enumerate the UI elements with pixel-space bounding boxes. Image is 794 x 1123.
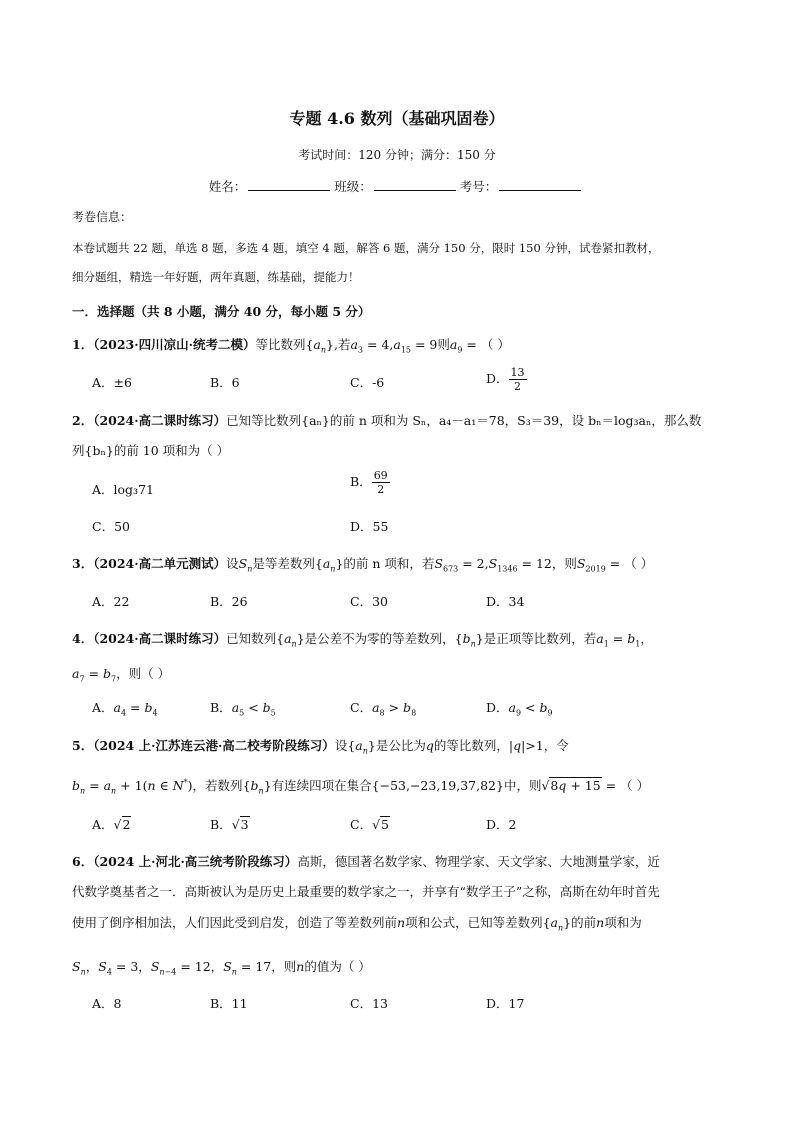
name-field[interactable]	[248, 178, 330, 191]
number-field[interactable]	[499, 178, 581, 191]
question-text: 设	[334, 738, 348, 753]
question-text: 是正项等比数列，若	[483, 631, 597, 646]
q2-option-d[interactable]: D．55	[350, 519, 389, 534]
question-text: 则	[437, 337, 450, 352]
student-info-line	[0, 177, 794, 195]
question-2-line-2: 列{bₙ}的前 10 项和为（ ）	[72, 443, 230, 458]
question-text: （ ）	[620, 778, 650, 793]
question-text: 等比数列	[255, 337, 306, 352]
question-text: 使用了倒序相加法，人们因此受到启发，创造了等差数列前	[72, 915, 398, 930]
section-heading: 一．选择题（共 8 小题，满分 40 分，每小题 5 分）	[72, 304, 371, 319]
question-5-line-2: $b_n = a_n + 1(n$ ∈ N*)，若数列$\{b_n\}$有连续四项在集合{−53,−23,19,37,82}中，则√8q + 15 = （ ）	[72, 777, 650, 796]
option-label: B．	[210, 700, 232, 715]
question-text: 已知数列	[226, 631, 277, 646]
q1-option-c[interactable]: C．-6	[350, 375, 385, 390]
fraction-denominator: 2	[514, 380, 522, 393]
question-text: 项和公式，已知等差数列	[405, 915, 543, 930]
question-text: ，则	[271, 959, 297, 974]
question-text: 已知等比数列{aₙ}的前 n 项和为 Sₙ，a₄－a₁＝78，S₃＝39，设 bₙ＝log₃aₙ，那么数	[226, 413, 702, 428]
question-source: （2024 上·河北·高三统考阶段练习）	[93, 854, 298, 869]
class-label: 班级：	[334, 179, 372, 194]
option-label: C．	[350, 700, 373, 715]
question-1: 1．（2023·四川凉山·统考二模）等比数列$\{a_n\}$,若$a_3 = 4,a_{15} = 9$则$a_9$ = （ ）	[72, 337, 510, 355]
option-label: B．	[210, 817, 232, 832]
question-number: 4．	[72, 631, 94, 646]
question-2	[72, 411, 701, 429]
q3-option-a[interactable]: A．22	[92, 594, 130, 609]
option-label: B．	[350, 474, 372, 489]
question-text: 高斯，德国著名数学家、物理学家、天文学家、大地测量学家，近	[297, 854, 660, 869]
question-text: ，则（ ）	[116, 666, 171, 681]
question-text: 有连续四项在集合	[271, 778, 372, 793]
question-text: 设	[226, 556, 239, 571]
option-label: D．	[486, 371, 509, 386]
question-text: ，	[210, 959, 224, 974]
question-source: （2024 上·江苏连云港·高二校考阶段练习）	[93, 738, 335, 753]
q5-option-a[interactable]: A．√2	[92, 817, 131, 832]
q6-option-a[interactable]: A．8	[92, 996, 122, 1011]
question-source: （2023·四川凉山·统考二模）	[93, 337, 256, 352]
q1-option-a[interactable]: A．±6	[92, 375, 132, 390]
question-6	[72, 852, 660, 870]
question-text: 的前	[571, 915, 597, 930]
question-source: （2024·高二单元测试）	[93, 556, 227, 571]
q1-option-b[interactable]: B．6	[210, 375, 240, 390]
question-4-line-2: $a_7 = b_7$，则（ ）	[72, 666, 171, 684]
class-field[interactable]	[374, 178, 456, 191]
question-source: （2024·高二课时练习）	[93, 631, 227, 646]
question-text: 是等差数列	[252, 556, 315, 571]
question-6-line-4: $S_n$，$S_4 = 3$，$S_{n-4} = 12$，$S_n = 17$，则n的值为（ ）	[72, 959, 371, 977]
question-number: 2．	[72, 413, 94, 428]
question-number: 5．	[72, 738, 94, 753]
fraction-denominator: 2	[377, 483, 385, 496]
question-source: （2024·高二课时练习）	[93, 413, 227, 428]
q2-option-a[interactable]: A．log₃71	[92, 482, 154, 497]
q3-option-c[interactable]: C．30	[350, 594, 388, 609]
question-3: 3．（2024·高二单元测试）设$S_n$是等差数列$\{a_n\}$的前 n 项和，若$S_{673} = 2,S_{1346} = 12$，则$S_{2019}$ = （ ）	[72, 556, 654, 574]
question-text: 的值为（ ）	[304, 959, 371, 974]
q2-option-c[interactable]: C．50	[92, 519, 130, 534]
question-4: 4．（2024·高二课时练习）已知数列$\{a_n\}$是公差不为零的等差数列，$\{b_n\}$是正项等比数列，若$a_1 = b_1$，	[72, 631, 653, 649]
question-text: （ ）	[624, 556, 654, 571]
q5-option-b[interactable]: B．√3	[210, 817, 249, 832]
question-5: 5．（2024 上·江苏连云港·高二校考阶段练习）设$\{a_n\}$是公比为q的等比数列，|q|>1，令	[72, 738, 569, 756]
q5-option-c[interactable]: C．√5	[350, 817, 389, 832]
question-text: 的前 n 项和，若	[343, 556, 435, 571]
q5-option-d[interactable]: D．2	[486, 817, 517, 832]
question-number: 6．	[72, 854, 94, 869]
number-label: 考号：	[459, 179, 498, 194]
question-text: ，	[138, 959, 151, 974]
option-label: A．	[92, 700, 114, 715]
q3-option-b[interactable]: B．26	[210, 594, 248, 609]
question-text: ，	[85, 959, 99, 974]
q4-option-b[interactable]: B．$a_5 < b_5$	[210, 700, 276, 718]
q1-option-d[interactable]	[486, 366, 527, 393]
option-label: D．	[486, 700, 509, 715]
question-number: 1．	[72, 337, 94, 352]
q4-option-a[interactable]: A．$a_4 = b_4$	[92, 700, 158, 718]
question-text: 中，则	[503, 778, 542, 793]
question-text: 是公比为	[375, 738, 426, 753]
question-text: 项和为	[604, 915, 642, 930]
question-text: ，则	[551, 556, 577, 571]
q2-option-b[interactable]	[350, 469, 390, 496]
question-6-line-2: 代数学奠基者之一．高斯被认为是历史上最重要的数学家之一，并享有“数学王子”之称，高斯在幼年时首先	[72, 884, 660, 899]
question-text: （ ）	[480, 337, 510, 352]
question-text: 是公差不为零的等差数列，	[304, 631, 455, 646]
fraction-numerator: 13	[510, 366, 525, 379]
option-label: C．	[350, 817, 373, 832]
info-line-2: 细分题组，精选一年好题，两年真题，练基础，提能力！	[72, 270, 360, 284]
info-line-1: 本卷试题共 22 题，单选 8 题，多选 4 题，填空 4 题，解答 6 题，满分 150 分，限时 150 分钟，试卷紧扣教材，	[72, 241, 660, 255]
info-heading: 考卷信息：	[72, 210, 133, 224]
question-6-line-3: 使用了倒序相加法，人们因此受到启发，创造了等差数列前n项和公式，已知等差数列$\{a_n\}$的前n项和为	[72, 915, 642, 933]
fraction-numerator: 69	[373, 469, 388, 482]
question-text: 的等比数列，	[433, 738, 509, 753]
question-number: 3．	[72, 556, 94, 571]
q4-option-d[interactable]: D．$a_9 < b_9$	[486, 700, 553, 718]
question-text: ,若	[333, 337, 351, 352]
name-label: 姓名：	[208, 179, 247, 194]
fraction	[372, 469, 390, 496]
q4-option-c[interactable]: C．$a_8 > b_8$	[350, 700, 417, 718]
exam-time: 考试时间：120 分钟；满分：150 分	[298, 148, 496, 162]
fraction	[509, 366, 527, 393]
q6-option-c[interactable]: C．13	[350, 996, 388, 1011]
q6-option-d[interactable]: D．17	[486, 996, 525, 1011]
question-text: ，若数列	[192, 778, 243, 793]
question-text: ，令	[543, 738, 569, 753]
option-label: A．	[92, 817, 114, 832]
page-title: 专题 4.6 数列（基础巩固卷）	[289, 109, 505, 128]
q3-option-d[interactable]: D．34	[486, 594, 525, 609]
q6-option-b[interactable]: B．11	[210, 996, 248, 1011]
